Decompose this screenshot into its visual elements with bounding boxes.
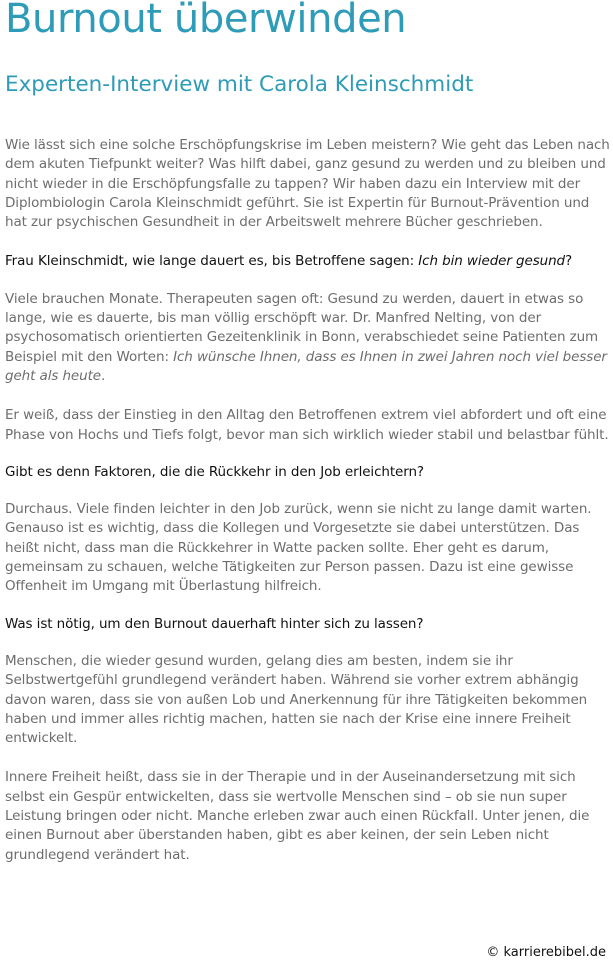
answer-1-paragraph-1: [5, 290, 610, 386]
question-1: [5, 252, 610, 271]
answer-1-quote: Ich wünsche Ihnen, dass es Ihnen in zwei Jahren noch viel besser geht als heute: [5, 348, 607, 384]
answer-3-paragraph-2: Innere Freiheit heißt, dass sie in der Therapie und in der Auseinandersetzung mit sich selbst ein Gespür entwickelten, dass sie wertvolle Menschen sind – ob sie nun super Leistung bringen oder nicht. Manche erleben zwar auch einen Rückfall. Unter jenen, die einen Burnout aber überstanden haben, gibt es aber keinen, der sein Leben nicht grundlegend verändert hat.: [5, 769, 590, 863]
question-1-italic: Ich bin wieder gesund: [418, 253, 566, 270]
copyright-footer: © karrierebibel.de: [486, 945, 606, 960]
page-title: Burnout überwinden: [5, 0, 407, 42]
article-body: [5, 136, 610, 885]
intro-paragraph: Wie lässt sich eine solche Erschöpfungskrise im Leben meistern? Wie geht das Leben nach dem akuten Tiefpunkt weiter? Was hilft dabei, ganz gesund zu werden und zu bleiben und nicht wieder in die Erschöpfungsfalle zu tappen? Wir haben dazu ein Interview mit der Diplombiologin Carola Kleinschmidt geführt. Sie ist Expertin für Burnout-Prävention und hat zur psychischen Gesundheit in der Arbeitswelt mehrere Bücher geschrieben.: [5, 137, 610, 231]
answer-3-paragraph-1: Menschen, die wieder gesund wurden, gelang dies am besten, indem sie ihr Selbstwertgefühl grundlegend verändert haben. Während sie vorher extrem abhängig davon waren, dass sie von außen Lob und Anerkennung für ihre Tätigkeiten bekommen haben und immer alles richtig machen, hatten sie nach der Krise eine innere Freiheit entwickelt.: [5, 652, 588, 747]
answer-1-end: .: [100, 367, 106, 384]
answer-1-text: Viele brauchen Monate. Therapeuten sagen oft: Gesund zu werden, dauert in etwas so lange, wie es dauerte, bis man völlig erschöpft war. Dr. Manfred Nelting, von der psychosomatisch orientierten Gezeitenklinik in Bonn, verabschiedet seine Patienten zum Beispiel mit den Worten:: [5, 290, 599, 365]
question-1-text: Frau Kleinschmidt, wie lange dauert es, bis Betroffene sagen:: [5, 253, 419, 270]
answer-1-paragraph-2: Er weiß, dass der Einstieg in den Alltag den Betroffenen extrem viel abfordert und oft eine Phase von Hochs und Tiefs folgt, bevor man sich wirklich wieder stabil und belastbar fühlt.: [5, 407, 609, 443]
question-3: Was ist nötig, um den Burnout dauerhaft hinter sich zu lassen?: [5, 615, 424, 632]
question-2: Gibt es denn Faktoren, die die Rückkehr in den Job erleichtern?: [5, 463, 424, 480]
answer-2-paragraph: Durchaus. Viele finden leichter in den Job zurück, wenn sie nicht zu lange damit warten. Genauso ist es wichtig, dass die Kollegen und Vorgesetzte sie dabei unterstützen. Das heißt nicht, dass man die Rückkehrer in Watte packen sollte. Eher geht es darum, gemeinsam zu schauen, welche Tätigkeiten zur Person passen. Dazu ist eine gewisse Offenheit im Umgang mit Überlastung hilfreich.: [5, 501, 592, 595]
page-subtitle: Experten-Interview mit Carola Kleinschmidt: [5, 72, 474, 97]
question-1-end: ?: [565, 253, 573, 270]
